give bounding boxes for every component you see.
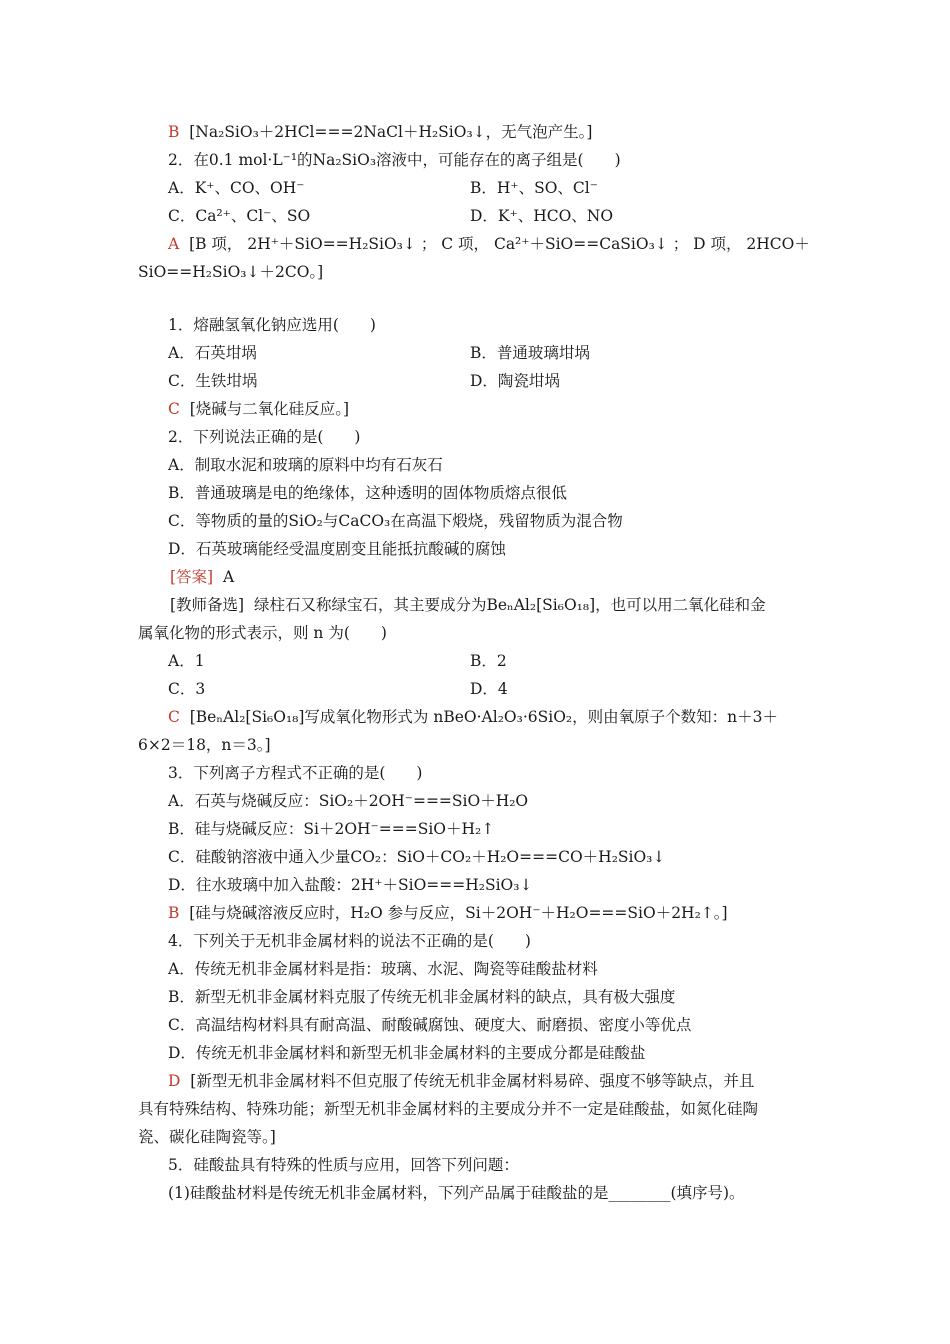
option-b: B．普通玻璃坩埚 bbox=[470, 344, 590, 362]
option-a: A．制取水泥和玻璃的原料中均有石灰石 bbox=[168, 456, 443, 474]
option-d: D．往水玻璃中加入盐酸：2H⁺＋SiO===H₂SiO₃↓ bbox=[168, 876, 533, 894]
option-d: D．传统无机非金属材料和新型无机非金属材料的主要成分都是硅酸盐 bbox=[168, 1044, 646, 1062]
option-d: D．K⁺、HCO、NO bbox=[470, 207, 614, 225]
option-d: D．4 bbox=[470, 680, 508, 698]
option-d: D．石英玻璃能经受温度剧变且能抵抗酸碱的腐蚀 bbox=[168, 540, 506, 558]
option-b: B．硅与烧碱反应：Si＋2OH⁻===SiO＋H₂↑ bbox=[168, 820, 495, 838]
answer-line bbox=[168, 1071, 754, 1091]
question-stem: 1．熔融氢氧化钠应选用( ) bbox=[168, 316, 376, 334]
question-stem: 2．在0.1 mol·L⁻¹的Na₂SiO₃溶液中，可能存在的离子组是( ) bbox=[168, 151, 621, 169]
option-b: B．H⁺、SO、Cl⁻ bbox=[470, 179, 598, 197]
option-b: B．普通玻璃是电的绝缘体，这种透明的固体物质熔点很低 bbox=[168, 484, 567, 502]
option-a: A．传统无机非金属材料是指：玻璃、水泥、陶瓷等硅酸盐材料 bbox=[168, 960, 598, 978]
answer-line bbox=[168, 903, 728, 923]
option-a: A．1 bbox=[168, 652, 205, 670]
teacher-note-text: 绿柱石又称绿宝石，其主要成分为BeₙAl₂[Si₆O₁₈]，也可以用二氧化硅和金 bbox=[253, 596, 766, 614]
answer-explanation: [新型无机非金属材料不但克服了传统无机非金属材料易碎、强度不够等缺点，并且 bbox=[190, 1072, 755, 1090]
answer-letter: C bbox=[168, 708, 180, 726]
answer-line bbox=[170, 567, 234, 587]
option-c: C．3 bbox=[168, 680, 206, 698]
teacher-note bbox=[170, 595, 766, 615]
answer-letter: A bbox=[222, 568, 235, 586]
answer-tag: [答案] bbox=[170, 568, 214, 586]
answer-letter: B bbox=[168, 123, 180, 141]
teacher-note-tag: [教师备选] bbox=[170, 596, 245, 614]
question-stem: 4．下列关于无机非金属材料的说法不正确的是( ) bbox=[168, 932, 531, 950]
answer-line bbox=[168, 399, 349, 419]
answer-explanation: [B 项， 2H⁺＋SiO==H₂SiO₃↓ ； C 项， Ca²⁺＋SiO==CaSiO₃↓ ； D 项， 2HCO＋ bbox=[189, 235, 810, 253]
option-a: A．K⁺、CO、OH⁻ bbox=[168, 179, 305, 197]
answer-line bbox=[168, 707, 778, 727]
option-c: C．等物质的量的SiO₂与CaCO₃在高温下煅烧，残留物质为混合物 bbox=[168, 512, 623, 530]
answer-letter: B bbox=[168, 904, 180, 922]
teacher-note-continuation: 属氧化物的形式表示，则 n 为( ) bbox=[138, 624, 387, 642]
answer-continuation: 瓷、碳化硅陶瓷等。] bbox=[138, 1128, 276, 1146]
question-stem: 2．下列说法正确的是( ) bbox=[168, 428, 361, 446]
option-c: C．生铁坩埚 bbox=[168, 372, 258, 390]
question-stem: 3．下列离子方程式不正确的是( ) bbox=[168, 764, 423, 782]
answer-continuation: 6×2＝18，n＝3。] bbox=[138, 736, 271, 754]
option-d: D．陶瓷坩埚 bbox=[470, 372, 560, 390]
answer-letter: A bbox=[168, 235, 180, 253]
answer-explanation: [硅与烧碱溶液反应时，H₂O 参与反应，Si＋2OH⁻＋H₂O===SiO＋2H₂↑。] bbox=[189, 904, 728, 922]
answer-continuation: SiO==H₂SiO₃↓＋2CO。] bbox=[138, 263, 324, 281]
option-c: C．高温结构材料具有耐高温、耐酸碱腐蚀、硬度大、耐磨损、密度小等优点 bbox=[168, 1016, 692, 1034]
option-a: A．石英坩埚 bbox=[168, 344, 257, 362]
answer-line bbox=[168, 122, 592, 142]
question-stem: 5．硅酸盐具有特殊的性质与应用，回答下列问题： bbox=[168, 1156, 519, 1174]
answer-explanation: [烧碱与二氧化硅反应。] bbox=[189, 400, 350, 418]
option-b: B．新型无机非金属材料克服了传统无机非金属材料的缺点，具有极大强度 bbox=[168, 988, 676, 1006]
sub-question: (1)硅酸盐材料是传统无机非金属材料，下列产品属于硅酸盐的是________(填序号)。 bbox=[168, 1184, 745, 1202]
answer-explanation: [Na₂SiO₃＋2HCl===2NaCl＋H₂SiO₃↓，无气泡产生。] bbox=[189, 123, 593, 141]
option-c: C．Ca²⁺、Cl⁻、SO bbox=[168, 207, 311, 225]
answer-line bbox=[168, 234, 810, 254]
option-a: A．石英与烧碱反应：SiO₂＋2OH⁻===SiO＋H₂O bbox=[168, 792, 529, 810]
answer-letter: D bbox=[168, 1072, 181, 1090]
option-b: B．2 bbox=[470, 652, 507, 670]
answer-continuation: 具有特殊结构、特殊功能；新型无机非金属材料的主要成分并不一定是硅酸盐，如氮化硅陶 bbox=[138, 1100, 759, 1118]
option-c: C．硅酸钠溶液中通入少量CO₂：SiO＋CO₂＋H₂O===CO＋H₂SiO₃↓ bbox=[168, 848, 666, 866]
answer-letter: C bbox=[168, 400, 180, 418]
answer-explanation: [BeₙAl₂[Si₆O₁₈]写成氧化物形式为 nBeO·Al₂O₃·6SiO₂，则由氧原子个数知：n＋3＋ bbox=[189, 708, 778, 726]
